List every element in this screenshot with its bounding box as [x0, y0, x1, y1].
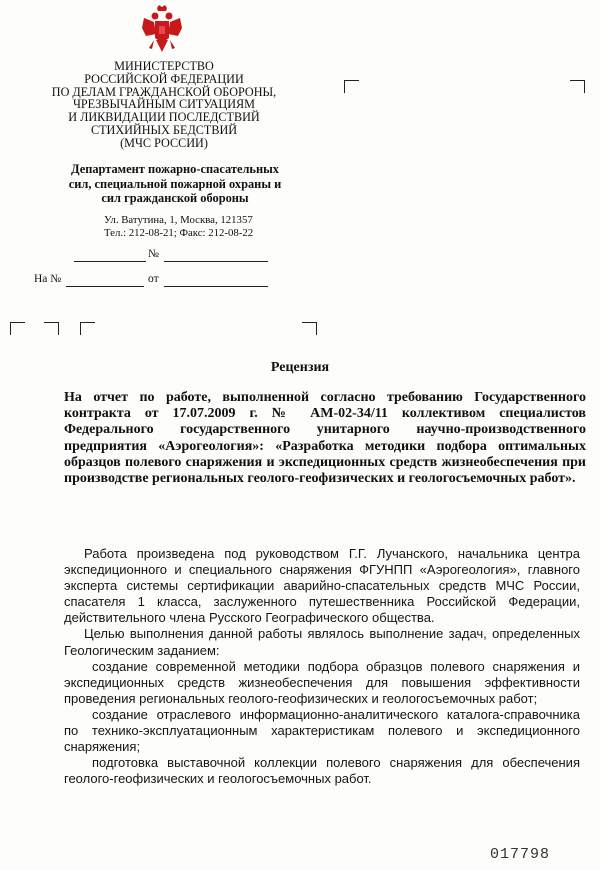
address-block	[104, 214, 253, 239]
department-line: сил гражданской обороны	[101, 191, 249, 205]
ministry-line: (МЧС РОССИИ)	[120, 135, 208, 150]
task-item: создание современной методики подбора образцов полевого снаряжения и экспедиционных средств жизнеобеспечения для повышения эффективности проведения региональных геолого-геофизических и геологосъемочных работ;	[64, 658, 580, 706]
address-line: Ул. Ватутина, 1, Москва, 121357	[104, 214, 253, 226]
double-headed-eagle-icon	[140, 4, 184, 60]
reference-date-label: от	[148, 273, 159, 285]
corner-mark-top-left	[344, 80, 359, 93]
ministry-line: РОССИЙСКОЙ ФЕДЕРАЦИИ	[84, 71, 244, 86]
ministry-line: МИНИСТЕРСТВО	[114, 59, 214, 73]
outgoing-date-rule	[74, 261, 146, 262]
ministry-line: ЧРЕЗВЫЧАЙНЫМ СИТУАЦИЯМ	[72, 97, 256, 112]
department-line: сил, специальной пожарной охраны и	[68, 176, 282, 191]
phone-line: Тел.: 212-08-21; Факс: 212-08-22	[104, 226, 254, 239]
outgoing-number-sign: №	[148, 248, 159, 260]
body-paragraph: Работа произведена под руководством Г.Г. Лучанского, начальника центра экспедиционного и специального снаряжения ФГУНПП «Аэрогеология», главного эксперта системы сертификации аварийно-спасательных средств МЧС России, спасателя 1 класса, заслуженного путешественника Российской Федерации, действительного члена Русского Географического общества.	[64, 546, 580, 626]
reference-number-label: На №	[34, 273, 62, 285]
ministry-line: ПО ДЕЛАМ ГРАЖДАНСКОЙ ОБОРОНЫ,	[51, 84, 277, 99]
document-title: Рецензия	[270, 360, 330, 375]
outgoing-number-rule	[164, 261, 268, 262]
task-item: создание отраслевого информационно-аналитического каталога-справочника по технико-эксплуатационным характеристикам полевого и экспедиционного снаряжения;	[64, 706, 580, 755]
corner-mark-left-1	[10, 322, 25, 335]
corner-mark-left-2	[44, 322, 59, 335]
review-body	[64, 546, 580, 787]
body-paragraph: Целью выполнения данной работы являлось выполнение задач, определенных Геологическим заданием:	[64, 626, 580, 658]
department-line: Департамент пожарно-спасательных	[71, 162, 279, 176]
department-name-block	[60, 162, 290, 206]
corner-mark-top-right	[570, 80, 585, 93]
corner-mark-left-3	[80, 322, 95, 335]
reference-number-rule	[66, 286, 144, 287]
ministry-line: И ЛИКВИДАЦИИ ПОСЛЕДСТВИЙ	[68, 110, 260, 125]
corner-mark-right	[302, 322, 317, 335]
task-item: подготовка выставочной коллекции полевого снаряжения для обеспечения геолого-геофизических и геологосъемочных работ.	[64, 755, 580, 787]
ministry-name-block	[44, 60, 284, 150]
reference-date-rule	[164, 286, 268, 287]
document-serial-number: 017798	[490, 846, 551, 863]
review-subject: На отчет по работе, выполненной согласно требованию Государственного контракта от 17.07.2009 г. № АМ-02-34/11 коллективом специалистов Федерального государственного унитарного научно-производственного предприятия «Аэрогеология»: «Разработка методики подбора оптимальных образцов полевого снаряжения и экспедиционных средств жизнеобеспечения при производстве региональных геолого-геофизических и геологосъемочных работ».	[64, 390, 586, 487]
ministry-line: СТИХИЙНЫХ БЕДСТВИЙ	[90, 122, 238, 137]
